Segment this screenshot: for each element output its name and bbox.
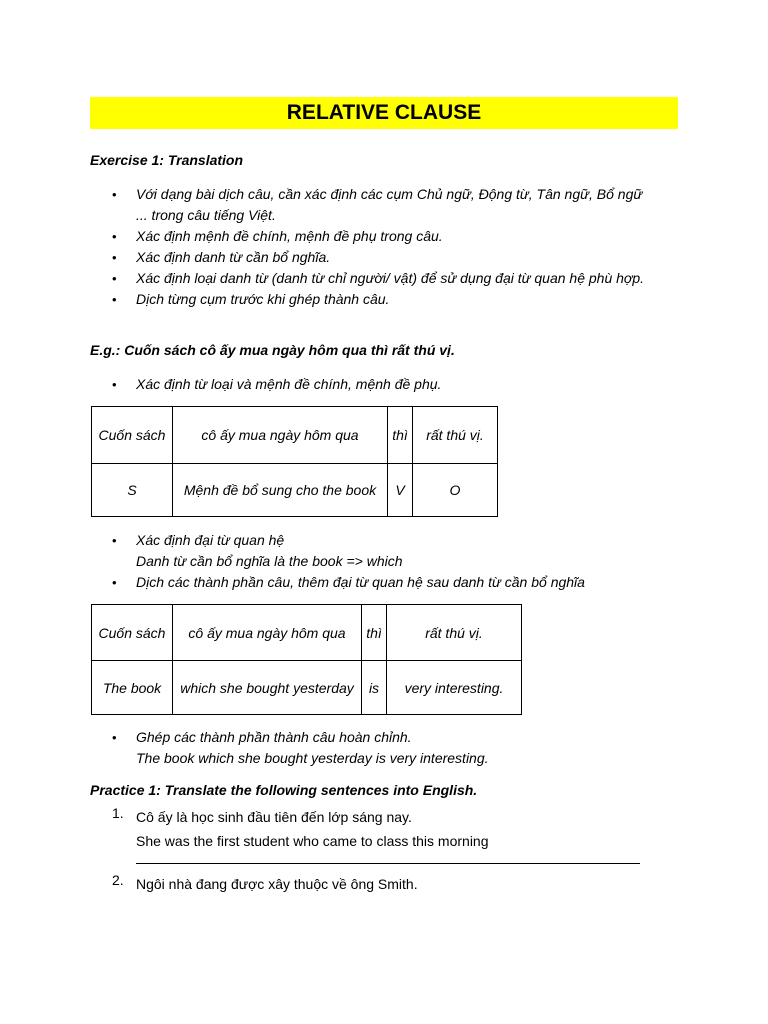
table-cell: thì — [362, 605, 387, 661]
table-row — [92, 605, 522, 661]
table-cell: Mệnh đề bổ sung cho the book — [173, 464, 388, 517]
table-cell: very interesting. — [387, 661, 522, 715]
exercise-heading: Exercise 1: Translation — [90, 152, 244, 168]
analysis-table-1 — [91, 406, 498, 517]
list-item: • Dịch từng cụm trước khi ghép thành câu. — [110, 289, 650, 310]
example-bullet-2 — [110, 530, 650, 593]
table-cell: is — [362, 661, 387, 715]
answer-line — [136, 853, 640, 864]
table-cell: Cuốn sách — [92, 605, 173, 661]
list-item: • Xác định từ loại và mệnh đề chính, mệnh đề phụ. — [110, 374, 650, 395]
list-item: • Xác định danh từ cần bổ nghĩa. — [110, 247, 650, 268]
table-cell: rất thú vị. — [387, 605, 522, 661]
table-cell: S — [92, 464, 173, 517]
table-cell: The book — [92, 661, 173, 715]
list-item — [110, 805, 670, 864]
bullet-text: Ghép các thành phần thành câu hoàn chỉnh. — [136, 729, 412, 745]
table-cell: rất thú vị. — [413, 407, 498, 464]
table-cell: cô ấy mua ngày hôm qua — [173, 605, 362, 661]
practice-answer: She was the first student who came to class this morning — [136, 833, 489, 849]
table-row — [92, 464, 498, 517]
analysis-table-2 — [91, 604, 522, 715]
example-bullet-3 — [110, 727, 650, 769]
list-item: • Xác định loại danh từ (danh từ chỉ người/ vật) để sử dụng đại từ quan hệ phù hợp. — [110, 268, 650, 289]
table-cell: thì — [388, 407, 413, 464]
list-item — [110, 727, 650, 769]
bullet-text: The book which she bought yesterday is very interesting. — [136, 750, 489, 766]
practice-list — [110, 805, 670, 896]
practice-sentence: Ngôi nhà đang được xây thuộc về ông Smith. — [136, 876, 418, 892]
bullet-text: Xác định đại từ quan hệ — [136, 532, 285, 548]
item-number: 1. — [112, 805, 124, 821]
item-number: 2. — [112, 872, 124, 888]
list-item: • Xác định mệnh đề chính, mệnh đề phụ trong câu. — [110, 226, 650, 247]
list-item — [110, 872, 670, 896]
exercise-bullet-list — [110, 184, 650, 310]
table-cell: O — [413, 464, 498, 517]
example-bullet-1 — [110, 374, 650, 395]
practice-heading — [90, 782, 477, 798]
list-item — [110, 530, 650, 572]
practice-sentence: Cô ấy là học sinh đầu tiên đến lớp sáng nay. — [136, 809, 412, 825]
table-row — [92, 407, 498, 464]
table-cell: Cuốn sách — [92, 407, 173, 464]
table-cell: which she bought yesterday — [173, 661, 362, 715]
example-heading: E.g.: Cuốn sách cô ấy mua ngày hôm qua thì rất thú vị. — [90, 342, 455, 358]
list-item: • Với dạng bài dịch câu, cần xác định các cụm Chủ ngữ, Động từ, Tân ngữ, Bổ ngữ ... trong câu tiếng Việt. — [110, 184, 650, 226]
table-row — [92, 661, 522, 715]
table-cell: V — [388, 464, 413, 517]
bullet-text: Danh từ cần bổ nghĩa là the book => which — [136, 553, 403, 569]
practice-heading-text: : Translate the following sentences into English. — [156, 782, 478, 798]
table-cell: cô ấy mua ngày hôm qua — [173, 407, 388, 464]
practice-heading-label: Practice 1 — [90, 782, 157, 798]
list-item: • Dịch các thành phần câu, thêm đại từ quan hệ sau danh từ cần bổ nghĩa — [110, 572, 650, 593]
page-title: RELATIVE CLAUSE — [90, 97, 678, 129]
